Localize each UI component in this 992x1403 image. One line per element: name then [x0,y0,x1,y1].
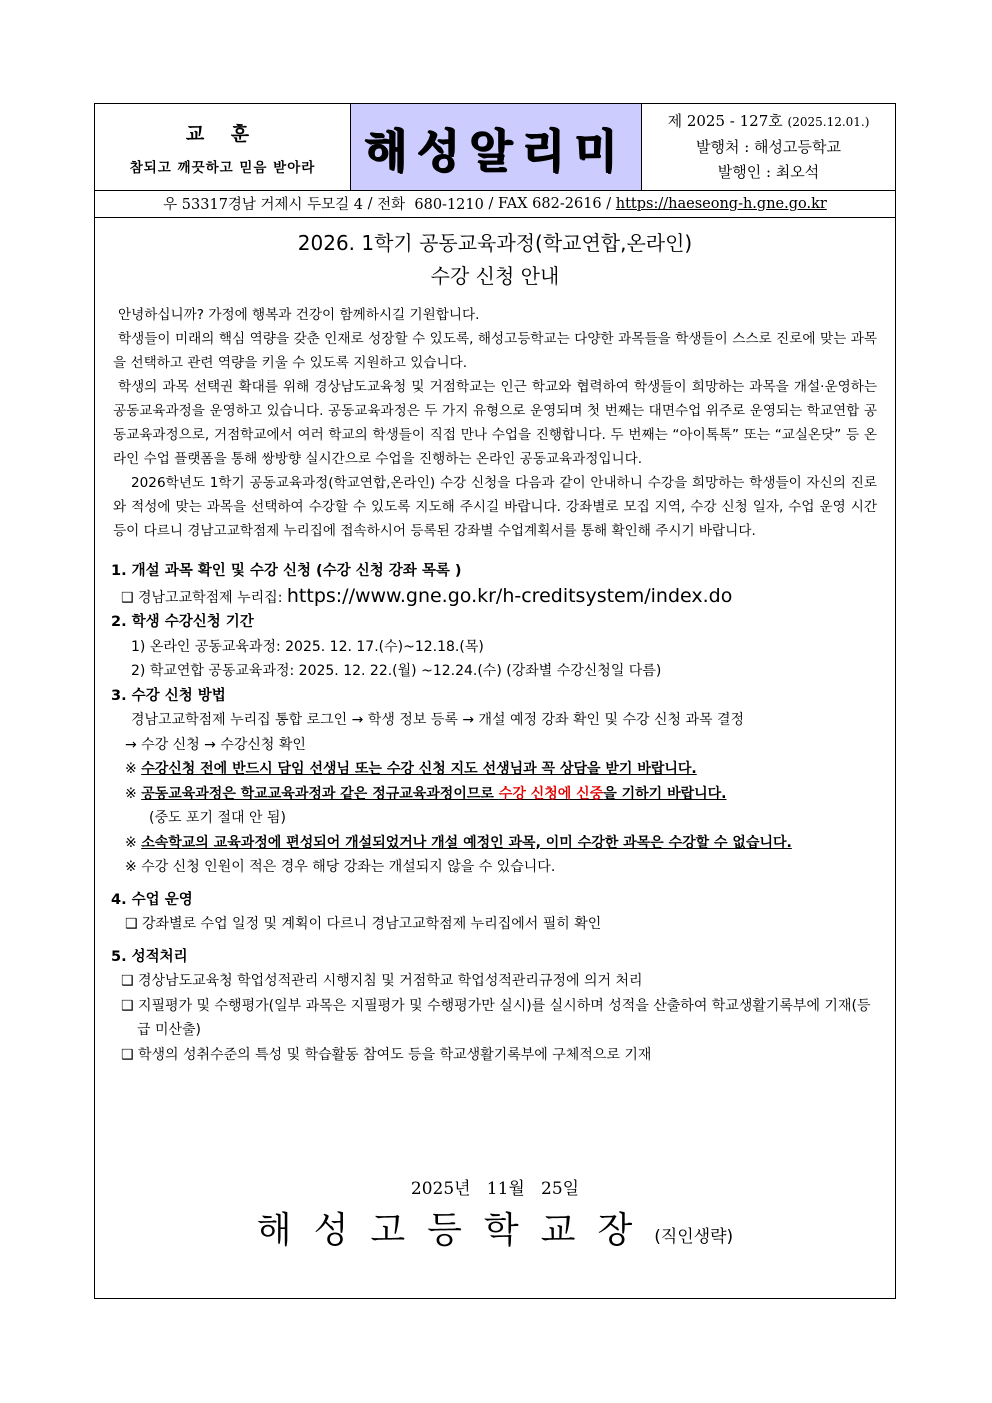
note-mark: ※ [125,761,137,777]
steps-line: → 수강 신청 → 수강신청 확인 [125,736,306,753]
section-heading: 4. 수업 운영 [111,891,193,908]
note-mark: ※ [125,859,137,875]
school-website-link[interactable]: https://haeseong-h.gne.go.kr [615,195,827,212]
note-text: 소속학교의 교육과정에 편성되어 개설되었거나 개설 예정인 과목, 이미 수강한 과목은 수강할 수 없습니다. [141,834,792,851]
signoff-date-text: 2025년 11월 25일 [410,1179,580,1199]
phone: 전화 680-1210 [377,197,484,213]
address: 경남 거제시 두모길 4 [227,197,364,213]
grading-item: ❑ 경상남도교육청 학업성적관리 시행지침 및 거점학교 학업성적관리규정에 의거 처리 [121,973,643,989]
intro-greeting: 안녕하십니까? 가정에 행복과 건강이 함께하시길 기원합니다. [118,307,480,323]
period-item: 1) 온라인 공동교육과정: 2025. 12. 17.(수)~12.18.(목) [131,638,484,655]
notice-title-line2: 수강 신청 안내 [430,264,560,288]
note-mark: ※ [125,785,137,802]
principal-title: 해성고등학교장 [256,1210,655,1251]
section-4 [111,888,879,937]
note-text: 수강신청 전에 반드시 담임 선생님 또는 수강 신청 지도 선생님과 꼭 상담을 받기 바랍니다. [141,761,697,777]
course-list-label: ❑ 경남고교학점제 누리집: [121,589,283,606]
note-regular-curriculum [111,782,879,807]
section-1 [111,559,879,610]
seal-omitted-note: (직인생략) [654,1227,734,1247]
publisher: 발행처 : 해성고등학교 [695,138,841,156]
intro-paragraph: 학생의 과목 선택권 확대를 위해 경상남도교육청 및 거점학교는 인근 학교와 협력하여 학생들이 희망하는 과목을 개설·운영하는 공동교육과정을 운영하고 있습니다. 공동교육과정은 두 가지 유형으로 운영되며 첫 번째는 대면수업 위주로 운영되는 학교연합 공동교육과정으로, 거점학교에서 여러 학교의 학생들이 직접 만나 수업을 진행합니다. 두 번째는 “아이톡톡” 또는 “교실온닷” 등 온라인 수업 플랫폼을 통해 쌍방향 실시간으로 수업을 진행하는 온라인 공동교육과정입니다. [113,379,877,467]
section-5 [111,945,879,1068]
section-heading: 2. 학생 수강신청 기간 [111,614,254,630]
note-consult [111,757,879,782]
newsletter-page [94,103,896,1299]
steps-line: 경남고교학점제 누리집 통합 로그인 → 학생 정보 등록 → 개설 예정 강좌 확인 및 수강 신청 과목 결정 [131,712,745,728]
section-heading: 5. 성적처리 [111,948,188,965]
note-restriction [111,831,879,856]
note-text: 수강 신청 인원이 적은 경우 해당 강좌는 개설되지 않을 수 있습니다. [141,859,556,875]
newsletter-name: 해성알리미 [364,124,628,179]
section-3 [111,684,879,880]
section-heading: 3. 수강 신청 방법 [111,687,226,704]
note-min-enrollment [111,855,879,880]
fax: FAX 682-2616 [497,195,602,212]
note-text: 공동교육과정은 학교교육과정과 같은 정규교육과정이므로 [141,785,499,802]
note-mark: ※ [125,834,137,851]
section-heading: 1. 개설 과목 확인 및 수강 신청 (수강 신청 강좌 목록 ) [111,563,462,579]
course-list-link-line [111,584,879,611]
intro-paragraph: 학생들이 미래의 핵심 역량을 갖춘 인재로 성장할 수 있도록, 해성고등학교는 다양한 과목들을 학생들이 스스로 진로에 맞는 과목을 선택하고 관련 역량을 키울 수 있도록 지원하고 있습니다. [113,331,877,371]
masthead [95,104,895,191]
notice-title [95,227,895,293]
newsletter-title-box [351,104,642,190]
signoff-date [95,1174,895,1199]
issue-number: 제 2025 - 127호 [667,112,783,130]
motto-text: 참되고 깨끗하고 믿음 받아라 [129,159,316,176]
section-2 [111,610,879,684]
course-list-url[interactable]: https://www.gne.go.kr/h-creditsystem/index.do [286,584,733,607]
motto-title: 교 훈 [185,122,260,145]
signature [95,1202,895,1253]
separator: / [483,195,498,212]
notice-body [95,219,895,1067]
grading-item: ❑ 지필평가 및 수행평가(일부 과목은 지필평가 및 수행평가만 실시)를 실시하며 성적을 산출하여 학교생활기록부에 기재(등급 미산출) [121,997,871,1038]
emphasis-text: 수강 신청에 신중 [498,785,604,802]
note-text: 을 기하기 바랍니다. [603,785,727,802]
intro-paragraph: 2026학년도 1학기 공동교육과정(학교연합,온라인) 수강 신청을 다음과 같이 안내하니 수강을 희망하는 학생들이 자신의 진로와 적성에 맞는 과목을 선택하여 수강할 수 있도록 지도해 주시길 바랍니다. 강좌별로 모집 지역, 수강 신청 일자, 수업 운영 시간 등이 다르니 경남고교학점제 누리집에 접속하시어 등록된 강좌별 수업계획서를 통해 확인해 주시기 바랍니다. [113,475,877,539]
postal-code: 우 53317 [163,197,228,213]
intro-paragraphs [113,303,877,543]
issuer: 발행인 : 최오석 [717,163,820,181]
issue-date: (2025.12.01.) [787,115,870,129]
period-item: 2) 학교연합 공동교육과정: 2025. 12. 22.(월) ~12.24.(수) (강좌별 수강신청일 다름) [131,663,662,679]
notice-title-line1: 2026. 1학기 공동교육과정(학교연합,온라인) [297,231,693,255]
note-continuation: (중도 포기 절대 안 됨) [149,810,286,826]
class-operation-item: ❑ 강좌별로 수업 일정 및 계획이 다르니 경남고교학점제 누리집에서 필히 확인 [125,916,602,932]
separator: / [601,195,616,212]
contact-bar [95,190,895,218]
issue-number-line [668,109,870,135]
separator: / [363,195,378,212]
grading-item: ❑ 학생의 성취수준의 특성 및 학습활동 참여도 등을 학교생활기록부에 구체적으로 기재 [121,1046,652,1063]
issue-info [642,104,895,190]
school-motto [95,104,351,190]
